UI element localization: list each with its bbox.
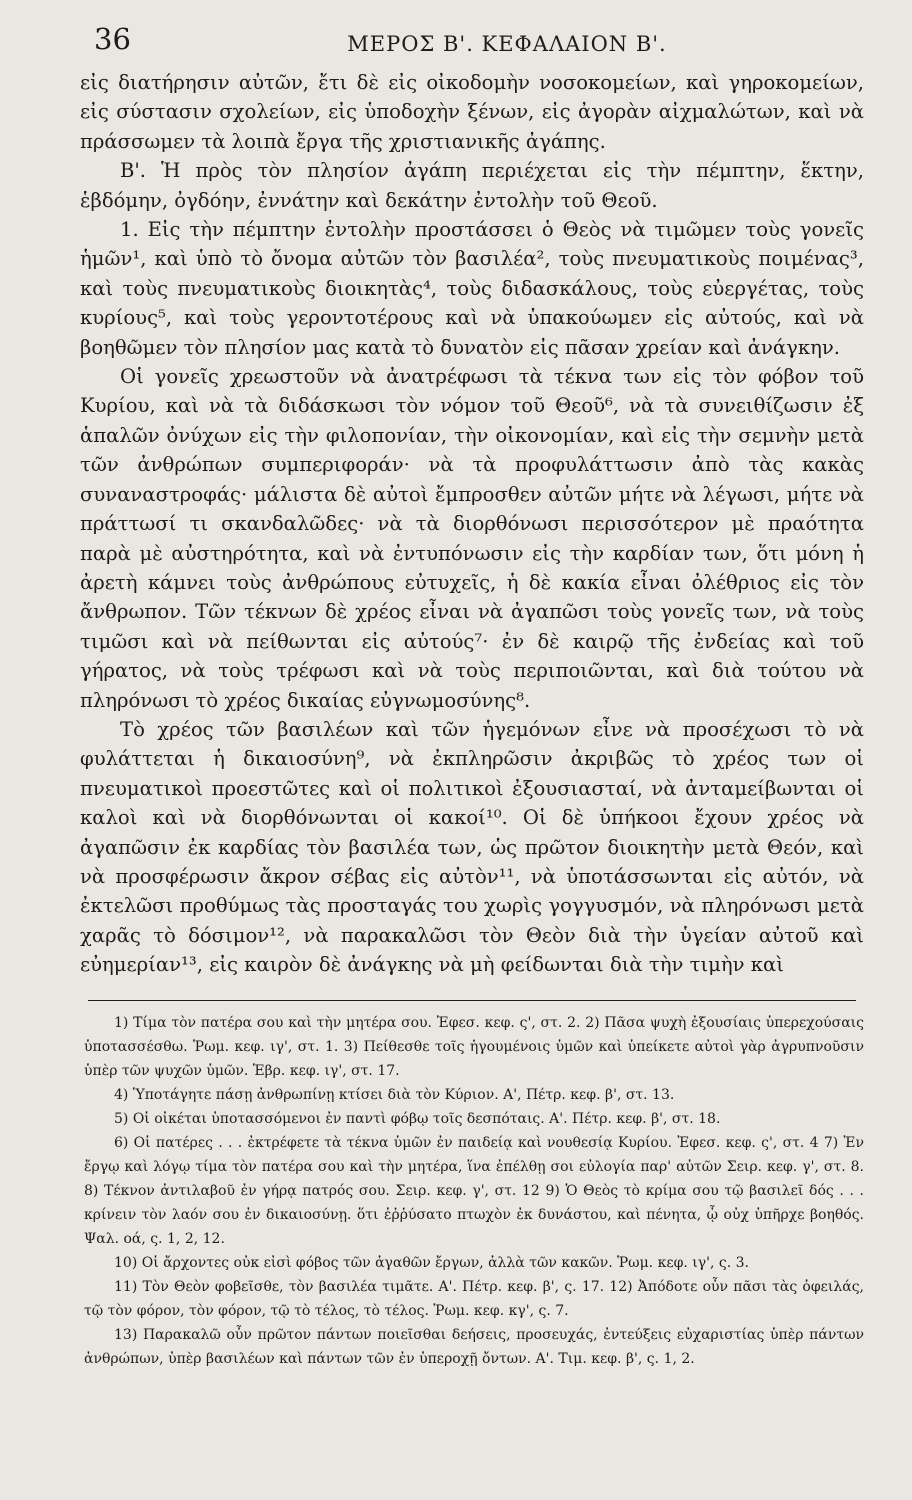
footnote: 13) Παρακαλῶ οὖν πρῶτον πάντων ποιεῖσθαι δεήσεις, προσευχάς, ἐντεύξεις εὐχαριστίας ὑπὲρ πάντων ἀνθρώπων, ὑπὲρ βασιλέων καὶ πάντων τῶν ἐν ὑπεροχῇ ὄντων. Α'. Τιμ. κεφ. β', ς. 1, 2. — [84, 1326, 864, 1367]
footnote: 4) Ὑποτάγητε πάσῃ ἀνθρωπίνῃ κτίσει διὰ τὸν Κύριον. Α', Πέτρ. κεφ. β', στ. 13. — [114, 1086, 675, 1103]
footnotes — [80, 1011, 864, 1371]
page-number: 36 — [94, 22, 131, 56]
paragraph: Β'. Ἡ πρὸς τὸν πλησίον ἀγάπη περιέχεται εἰς τὴν πέμπτην, ἕκτην, ἑβδόμην, ὀγδόην, ἐννάτην καὶ δεκάτην ἐντολὴν τοῦ Θεοῦ. — [80, 159, 864, 212]
paragraph: Οἱ γονεῖς χρεωστοῦν νὰ ἀνατρέφωσι τὰ τέκνα των εἰς τὸν φόβον τοῦ Κυρίου, καὶ νὰ τὰ διδάσκωσι τὸν νόμον τοῦ Θεοῦ⁶, νὰ τὰ συνειθίζωσιν ἐξ ἁπαλῶν ὀνύχων εἰς τὴν φιλοπονίαν, τὴν οἰκονομίαν, καὶ εἰς τὴν σεμνὴν μετὰ τῶν ἀνθρώπων συμπεριφοράν· νὰ τὰ προφυλάττωσιν ἀπὸ τὰς κακὰς συναναστροφάς· μάλιστα δὲ αὐτοὶ ἔμπροσθεν αὐτῶν μήτε νὰ λέγωσι, μήτε νὰ πράττωσί τι σκανδαλῶδες· νὰ τὰ διορθόνωσι περισσότερον μὲ πραότητα παρὰ μὲ αὐστηρότητα, καὶ νὰ ἐντυπόνωσιν εἰς τὴν καρδίαν των, ὅτι μόνη ἡ ἀρετὴ κάμνει τοὺς ἀνθρώπους εὐτυχεῖς, ἡ δὲ κακία εἶναι ὀλέθριος εἰς τὸν ἄνθρωπον. Τῶν τέκνων δὲ χρέος εἶναι νὰ ἀγαπῶσι τοὺς γονεῖς των, νὰ τοὺς τιμῶσι καὶ νὰ πείθωνται εἰς αὐτούς⁷· ἐν δὲ καιρῷ τῆς ἐνδείας καὶ τοῦ γήρατος, νὰ τοὺς τρέφωσι καὶ νὰ τοὺς περιποιῶνται, καὶ διὰ τούτου νὰ πληρόνωσι τὸ χρέος δικαίας εὐγνωμοσύνης⁸. — [80, 365, 864, 712]
footnote: 5) Οἱ οἰκέται ὑποτασσόμενοι ἐν παντὶ φόβῳ τοῖς δεσπόταις. Α'. Πέτρ. κεφ. β', στ. 18. — [114, 1110, 721, 1127]
footnote: 11) Τὸν Θεὸν φοβεῖσθε, τὸν βασιλέα τιμᾶτε. Α'. Πέτρ. κεφ. β', ς. 17. 12) Ἀπόδοτε οὖν πᾶσι τὰς ὀφειλάς, τῷ τὸν φόρον, τὸν φόρον, τῷ τὸ τέλος, τὸ τέλος. Ῥωμ. κεφ. κγ', ς. 7. — [84, 1278, 864, 1319]
footnote: 6) Οἱ πατέρες . . . ἐκτρέφετε τὰ τέκνα ὑμῶν ἐν παιδείᾳ καὶ νουθεσίᾳ Κυρίου. Ἐφεσ. κεφ. ς', στ. 4 7) Ἐν ἔργῳ καὶ λόγῳ τίμα τὸν πατέρα σου καὶ τὴν μητέρα, ἵνα ἐπέλθῃ σοι εὐλογία παρ' αὐτῶν Σειρ. κεφ. γ', στ. 8. 8) Τέκνον ἀντιλαβοῦ ἐν γήρᾳ πατρός σου. Σειρ. κεφ. γ', στ. 12 9) Ὁ Θεὸς τὸ κρίμα σου τῷ βασιλεῖ δός . . . κρίνειν τὸν λαόν σου ἐν δικαιοσύνῃ. ὅτι ἐῤῥύσατο πτωχὸν ἐκ δυνάστου, καὶ πένητα, ᾧ οὐχ ὑπῆρχε βοηθός. Ψαλ. οά, ς. 1, 2, 12. — [84, 1134, 864, 1247]
body-text — [80, 68, 864, 980]
paragraph: Τὸ χρέος τῶν βασιλέων καὶ τῶν ἡγεμόνων εἶνε νὰ προσέχωσι τὸ νὰ φυλάττεται ἡ δικαιοσύνη⁹, νὰ ἐκπληρῶσιν ἀκριβῶς τὸ χρέος των οἱ πνευματικοὶ προεστῶτες καὶ οἱ πολιτικοὶ ἐξουσιασταί, νὰ ἀνταμείβωνται οἱ καλοὶ καὶ νὰ διορθόνωνται οἱ κακοί¹⁰. Οἱ δὲ ὑπήκοοι ἔχουν χρέος νὰ ἀγαπῶσιν ἐκ καρδίας τὸν βασιλέα των, ὡς πρῶτον διοικητὴν μετὰ Θεόν, καὶ νὰ προσφέρωσιν ἄκρον σέβας εἰς αὐτὸν¹¹, νὰ ὑποτάσσωνται εἰς αὐτόν, νὰ ἐκτελῶσι προθύμως τὰς προσταγάς του χωρὶς γογγυσμόν, νὰ πληρόνωσι μετὰ χαρᾶς τὸ δόσιμον¹², νὰ παρακαλῶσι τὸν Θεὸν διὰ τὴν ὑγείαν αὐτοῦ καὶ εὐημερίαν¹³, εἰς καιρὸν δὲ ἀνάγκης νὰ μὴ φείδωνται διὰ τὴν τιμὴν καὶ — [80, 717, 864, 977]
footnote-divider — [88, 1000, 856, 1001]
paragraph: 1. Εἰς τὴν πέμπτην ἐντολὴν προστάσσει ὁ Θεὸς νὰ τιμῶμεν τοὺς γονεῖς ἡμῶν¹, καὶ ὑπὸ τὸ ὄνομα αὐτῶν τὸν βασιλέα², τοὺς πνευματικοὺς ποιμένας³, καὶ τοὺς πνευματικοὺς διοικητὰς⁴, τοὺς διδασκάλους, τοὺς εὐεργέτας, τοὺς κυρίους⁵, καὶ τοὺς γεροντοτέρους καὶ νὰ ὑπακούωμεν εἰς αὐτούς, καὶ νὰ βοηθῶμεν τὸν πλησίον μας κατὰ τὸ δυνατὸν εἰς πᾶσαν χρείαν καὶ ἀνάγκην. — [80, 218, 864, 359]
footnote: 10) Οἱ ἄρχοντες οὐκ εἰσὶ φόβος τῶν ἀγαθῶν ἔργων, ἀλλὰ τῶν κακῶν. Ῥωμ. κεφ. ιγ', ς. 3. — [114, 1254, 749, 1271]
footnote: 1) Τίμα τὸν πατέρα σου καὶ τὴν μητέρα σου. Ἐφεσ. κεφ. ς', στ. 2. 2) Πᾶσα ψυχὴ ἐξουσίαις ὑπερεχούσαις ὑποτασσέσθω. Ῥωμ. κεφ. ιγ', στ. 1. 3) Πείθεσθε τοῖς ἡγουμένοις ὑμῶν καὶ ὑπείκετε αὐτοὶ γὰρ ἀγρυπνοῦσιν ὑπὲρ τῶν ψυχῶν ὑμῶν. Ἑβρ. κεφ. ιγ', στ. 17. — [84, 1014, 864, 1079]
paragraph: εἰς διατήρησιν αὐτῶν, ἔτι δὲ εἰς οἰκοδομὴν νοσοκομείων, καὶ γηροκομείων, εἰς σύστασιν σχολείων, εἰς ὑποδοχὴν ξένων, εἰς ἀγορὰν αἰχμαλώτων, καὶ νὰ πράσσωμεν τὰ λοιπὰ ἔργα τῆς χριστιανικῆς ἀγάπης. — [80, 71, 864, 153]
running-head: ΜΕΡΟΣ Β'. ΚΕΦΑΛΑΙΟΝ Β'. — [347, 32, 667, 56]
page-header — [80, 22, 864, 68]
